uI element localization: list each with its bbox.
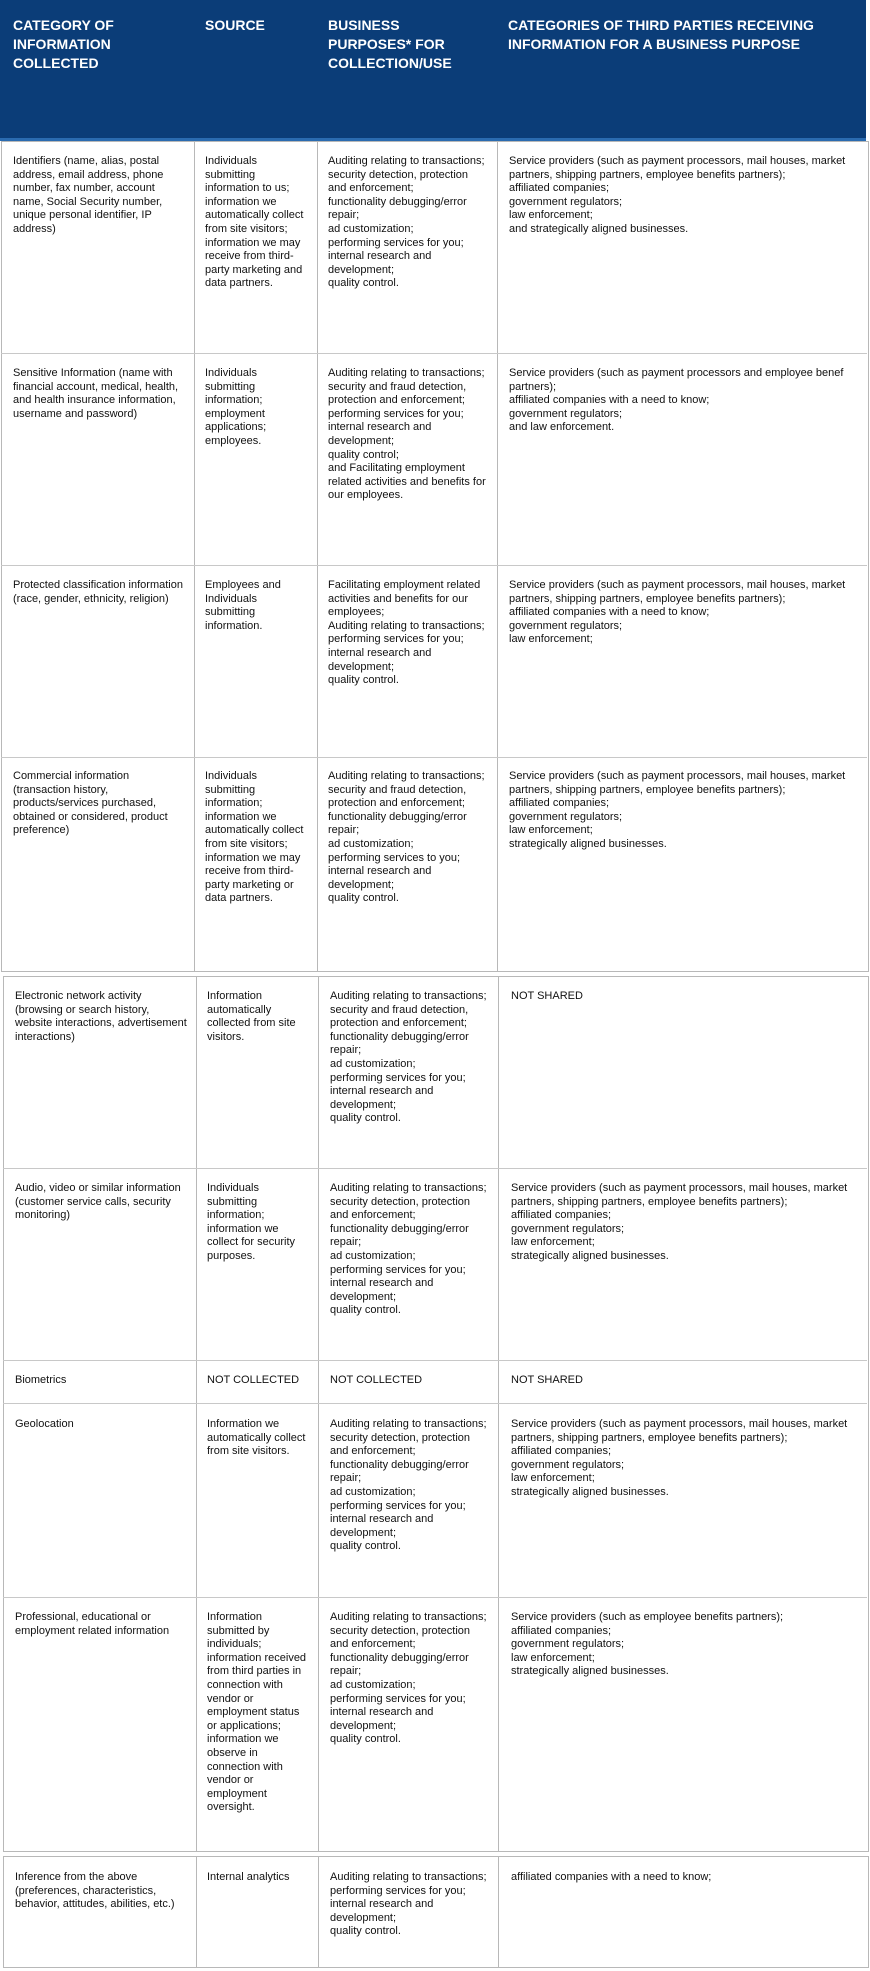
col-divider — [498, 976, 499, 1852]
row-network-third-parties: NOT SHARED — [511, 990, 583, 1002]
row-identifiers-source: Individuals submitting information to us; information we automatically collect from site visitors; information we may receive from third-party marketing and data partners. — [205, 155, 304, 290]
header-category: CATEGORY OF INFORMATION COLLECTED — [13, 17, 114, 71]
table-header — [0, 0, 866, 141]
row-geolocation-category: Geolocation — [15, 1418, 74, 1430]
row-commercial-third-parties: Service providers (such as payment processors, mail houses, market partners, shipping partners, employee benefits partners); affiliated companies; government regulators; law enforcement; strategically aligned businesses. — [509, 770, 846, 850]
row-biometrics-third-parties: NOT SHARED — [511, 1374, 583, 1386]
row-divider — [1, 757, 867, 758]
row-sensitive-purposes: Auditing relating to transactions; security and fraud detection, protection and enforcement; performing services for you; internal research and development; quality control; and Facilitating employment related activities and benefits for our employees. — [328, 367, 486, 502]
row-divider — [3, 1597, 867, 1598]
row-audio-purposes: Auditing relating to transactions; security detection, protection and enforcement; functionality debugging/error repair; ad customization; performing services for you; internal research and development; quality control. — [330, 1182, 487, 1317]
row-geolocation-third-parties: Service providers (such as payment processors, mail houses, market partners, shipping partners, employee benefits partners); affiliated companies; government regulators; law enforcement; strategically aligned businesses. — [511, 1418, 848, 1498]
row-professional-third-parties: Service providers (such as employee benefits partners); affiliated companies; government regulators; law enforcement; strategically aligned businesses. — [511, 1611, 784, 1678]
row-divider — [3, 1403, 867, 1404]
col-divider — [318, 1856, 319, 1968]
row-inference-third-parties: affiliated companies with a need to know; — [511, 1871, 712, 1883]
row-sensitive-third-parties: Service providers (such as payment processors and employee benef partners); affiliated companies with a need to know; government regulators; and law enforcement. — [509, 367, 844, 434]
header-purposes: BUSINESS PURPOSES* FOR COLLECTION/USE — [328, 17, 452, 71]
col-divider — [194, 141, 195, 972]
row-protected-third-parties: Service providers (such as payment processors, mail houses, market partners, shipping partners, employee benefits partners); affiliated companies with a need to know; government regulators; law enforcement; — [509, 579, 846, 646]
row-divider — [1, 353, 867, 354]
row-geolocation-purposes: Auditing relating to transactions; security detection, protection and enforcement; functionality debugging/error repair; ad customization; performing services for you; internal research and development; quality control. — [330, 1418, 487, 1553]
row-biometrics-source: NOT COLLECTED — [207, 1374, 300, 1386]
row-protected-source: Employees and Individuals submitting information. — [205, 579, 281, 632]
row-inference-purposes: Auditing relating to transactions; performing services for you; internal research and development; quality control. — [330, 1871, 487, 1938]
col-divider — [196, 976, 197, 1852]
row-network-purposes: Auditing relating to transactions; security and fraud detection, protection and enforcement; functionality debugging/error repair; ad customization; performing services for you; internal research and development; quality control. — [330, 990, 487, 1125]
row-audio-category: Audio, video or similar information (customer service calls, security monitoring) — [15, 1182, 181, 1222]
row-audio-third-parties: Service providers (such as payment processors, mail houses, market partners, shipping partners, employee benefits partners); affiliated companies; government regulators; law enforcement; strategically aligned businesses. — [511, 1182, 848, 1262]
row-divider — [3, 1168, 867, 1169]
row-professional-category: Professional, educational or employment related information — [15, 1611, 170, 1637]
row-divider — [3, 1360, 867, 1361]
row-audio-source: Individuals submitting information; information we collect for security purposes. — [207, 1182, 296, 1262]
row-protected-purposes: Facilitating employment related activities and benefits for our employees; Auditing relating to transactions; performing services for you; internal research and development; quality control. — [328, 579, 485, 687]
row-biometrics-category: Biometrics — [15, 1374, 67, 1386]
row-inference-source: Internal analytics — [207, 1871, 290, 1883]
row-identifiers-category: Identifiers (name, alias, postal address, email address, phone number, fax number, account name, Social Security number, unique personal identifier, IP address) — [13, 155, 164, 235]
row-sensitive-source: Individuals submitting information; employment applications; employees. — [205, 367, 267, 447]
row-commercial-source: Individuals submitting information; information we automatically collect from site visitors; information we may receive from third-party marketing or data partners. — [205, 770, 304, 905]
row-biometrics-purposes: NOT COLLECTED — [330, 1374, 423, 1386]
row-sensitive-category: Sensitive Information (name with financial account, medical, health, and health insurance information, username and password) — [13, 367, 179, 420]
row-geolocation-source: Information we automatically collect from site visitors. — [207, 1418, 306, 1458]
header-source: SOURCE — [205, 17, 265, 33]
row-identifiers-third-parties: Service providers (such as payment processors, mail houses, market partners, shipping partners, employee benefits partners); affiliated companies; government regulators; law enforcement; and strategically aligned businesses. — [509, 155, 846, 235]
row-commercial-purposes: Auditing relating to transactions; security and fraud detection, protection and enforcement; functionality debugging/error repair; ad customization; performing services to you; internal research and development; quality control. — [328, 770, 485, 905]
row-identifiers-purposes: Auditing relating to transactions; security detection, protection and enforcement; functionality debugging/error repair; ad customization; performing services for you; internal research and development; quality control. — [328, 155, 485, 290]
row-professional-source: Information submitted by individuals; information received from third parties in connection with vendor or employment status or applications; information we observe in connection with vendor or employment oversight. — [207, 1611, 307, 1814]
col-divider — [196, 1856, 197, 1968]
row-divider — [1, 565, 867, 566]
row-network-category: Electronic network activity (browsing or search history, website interactions, advertisement interactions) — [15, 990, 187, 1043]
col-divider — [317, 141, 318, 972]
row-network-source: Information automatically collected from site visitors. — [207, 990, 296, 1043]
header-third-parties: CATEGORIES OF THIRD PARTIES RECEIVING INFORMATION FOR A BUSINESS PURPOSE — [508, 17, 814, 52]
col-divider — [318, 976, 319, 1852]
row-commercial-category: Commercial information (transaction history, products/services purchased, obtained or considered, product preference) — [13, 770, 168, 837]
row-protected-category: Protected classification information (race, gender, ethnicity, religion) — [13, 579, 183, 605]
row-professional-purposes: Auditing relating to transactions; security detection, protection and enforcement; functionality debugging/error repair; ad customization; performing services for you; internal research and development; quality control. — [330, 1611, 487, 1746]
col-divider — [497, 141, 498, 972]
row-inference-category: Inference from the above (preferences, characteristics, behavior, attitudes, abilities, etc.) — [15, 1871, 175, 1911]
col-divider — [498, 1856, 499, 1968]
